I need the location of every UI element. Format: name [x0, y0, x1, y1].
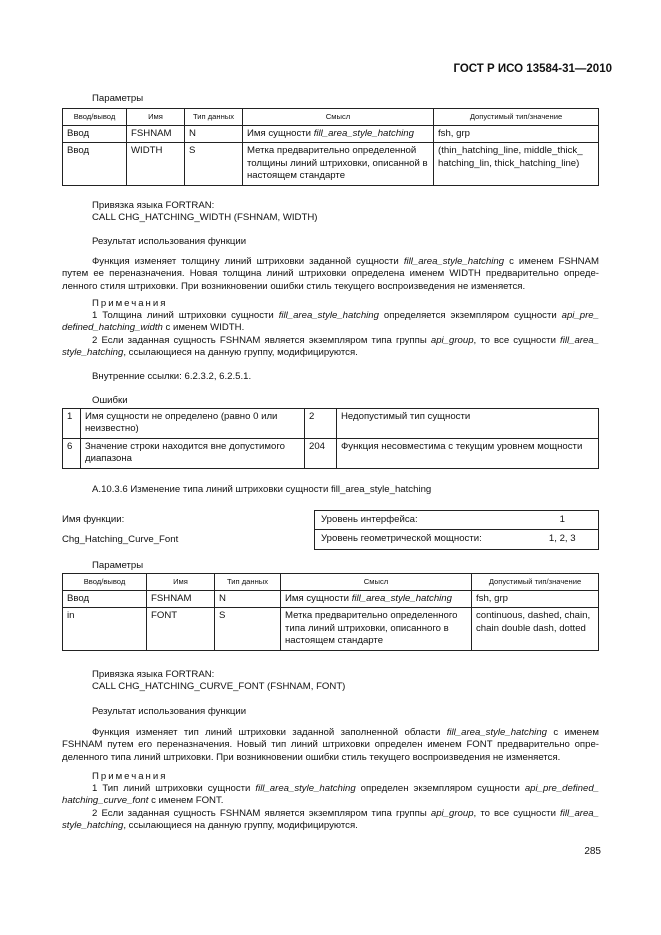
notes-title: Примечания: [92, 298, 168, 309]
cell-name: FSHNAM: [147, 590, 215, 607]
note-2: 2 Если заданная сущность FSHNAM является экземпляром типа группы api_group, то все сущности fill_area_ style_hatching, ссылающиеся на данную группу, модифицируются.: [62, 335, 599, 359]
note-1: 1 Толщина линий штриховки сущности fill_area_style_hatching определяется экземпляром сущности api_pre_ defined_hatching_width с именем WIDTH.: [62, 310, 599, 334]
cell-name: WIDTH: [127, 143, 185, 185]
table-row: [63, 438, 599, 468]
table-row: [315, 530, 599, 549]
function-label: Имя функции:: [62, 514, 125, 525]
table-row: [63, 143, 599, 185]
error-text: Функция несовместима с текущим уровнем мощности: [337, 438, 599, 468]
geometric-level-label: Уровень геометрической мощности:: [315, 530, 527, 549]
section-heading: А.10.3.6 Изменение типа линий штриховки сущности fill_area_style_hatching: [92, 484, 432, 495]
errors-title: Ошибки: [92, 395, 128, 406]
cell-io: Ввод: [63, 143, 127, 185]
error-code: 2: [305, 409, 337, 439]
cell-io: Ввод: [63, 125, 127, 142]
errors-table: [62, 408, 599, 469]
geometric-level-value: 1, 2, 3: [527, 530, 599, 549]
col-header-name: Имя: [147, 574, 215, 591]
cell-allowed: continuous, dashed, chain, chain double dash, dotted: [472, 608, 599, 650]
function-name: Chg_Hatching_Curve_Font: [62, 534, 179, 545]
note-1: 1 Тип линий штриховки сущности fill_area_style_hatching определен экземпляром сущности api_pre_defined_ hatching_curve_font с именем FONT.: [62, 783, 599, 807]
standard-header: ГОСТ Р ИСО 13584-31—2010: [453, 63, 612, 75]
cell-io: Ввод: [63, 590, 147, 607]
function-levels-table: [314, 510, 599, 550]
params-title: Параметры: [92, 560, 144, 571]
cell-io: in: [63, 608, 147, 650]
table-row: [315, 511, 599, 530]
cell-name: FSHNAM: [127, 125, 185, 142]
binding-label: Привязка языка FORTRAN:: [92, 669, 215, 680]
cell-meaning: Метка предварительно определенного типа линий штриховки, описанного в настоящем стандарте: [281, 608, 472, 650]
cell-meaning: Имя сущности fill_area_style_hatching: [281, 590, 472, 607]
notes-title: Примечания: [92, 771, 168, 782]
col-header-allowed: Допустимый тип/значение: [472, 574, 599, 591]
table-header-row: [63, 109, 599, 126]
internal-refs: Внутренние ссылки: 6.2.3.2, 6.2.5.1.: [92, 371, 252, 382]
binding-call: CALL CHG_HATCHING_WIDTH (FSHNAM, WIDTH): [92, 212, 318, 223]
cell-name: FONT: [147, 608, 215, 650]
cell-allowed: fsh, grp: [472, 590, 599, 607]
error-code: 204: [305, 438, 337, 468]
params-title: Параметры: [92, 93, 144, 104]
cell-type: N: [215, 590, 281, 607]
table-row: [63, 590, 599, 607]
col-header-io: Ввод/вывод: [63, 574, 147, 591]
result-text: Функция изменяет тип линий штриховки заданной заполненной области fill_area_style_hatching с именем FSHNAM путем его переназначения. Новый тип линий штриховки определен именем FONT предварительно определенного типа линий штриховки. При возникновении ошибки стиль текущего воспроизведения не изменяется.: [62, 727, 599, 763]
col-header-type: Тип данных: [215, 574, 281, 591]
interface-level-value: 1: [527, 511, 599, 530]
cell-type: N: [185, 125, 243, 142]
table-row: [63, 608, 599, 650]
error-text: Имя сущности не определено (равно 0 или неизвестно): [81, 409, 305, 439]
interface-level-label: Уровень интерфейса:: [315, 511, 527, 530]
binding-call: CALL CHG_HATCHING_CURVE_FONT (FSHNAM, FONT): [92, 681, 346, 692]
error-text: Недопустимый тип сущности: [337, 409, 599, 439]
col-header-io: Ввод/вывод: [63, 109, 127, 126]
cell-meaning: Имя сущности fill_area_style_hatching: [243, 125, 434, 142]
result-title: Результат использования функции: [92, 236, 247, 247]
table-row: [63, 409, 599, 439]
col-header-allowed: Допустимый тип/значение: [434, 109, 599, 126]
params-table: [62, 108, 599, 186]
cell-type: S: [215, 608, 281, 650]
table-header-row: [63, 574, 599, 591]
cell-allowed: (thin_hatching_line, middle_thick_ hatching_lin, thick_hatching_line): [434, 143, 599, 185]
col-header-meaning: Смысл: [281, 574, 472, 591]
error-code: 6: [63, 438, 81, 468]
col-header-name: Имя: [127, 109, 185, 126]
table-row: [63, 125, 599, 142]
result-text: Функция изменяет толщину линий штриховки заданной сущности fill_area_style_hatching с именем FSHNAM путем ее переназначения. Новая толщина линий штриховки определена именем WIDTH предварительно определенного стиля штриховки. При возникновении ошибки стиль текущего воспроизведения не изменяется.: [62, 256, 599, 292]
error-code: 1: [63, 409, 81, 439]
binding-label: Привязка языка FORTRAN:: [92, 200, 215, 211]
cell-allowed: fsh, grp: [434, 125, 599, 142]
note-2: 2 Если заданная сущность FSHNAM является экземпляром типа группы api_group, то все сущности fill_area_ style_hatching, ссылающиеся на данную группу, модифицируются.: [62, 808, 599, 832]
result-title: Результат использования функции: [92, 706, 247, 717]
col-header-meaning: Смысл: [243, 109, 434, 126]
error-text: Значение строки находится вне допустимого диапазона: [81, 438, 305, 468]
cell-type: S: [185, 143, 243, 185]
page-number: 285: [584, 846, 601, 857]
col-header-type: Тип данных: [185, 109, 243, 126]
params-table: [62, 573, 599, 651]
cell-meaning: Метка предварительно определенной толщины линий штриховки, описанной в настоящем стандарте: [243, 143, 434, 185]
